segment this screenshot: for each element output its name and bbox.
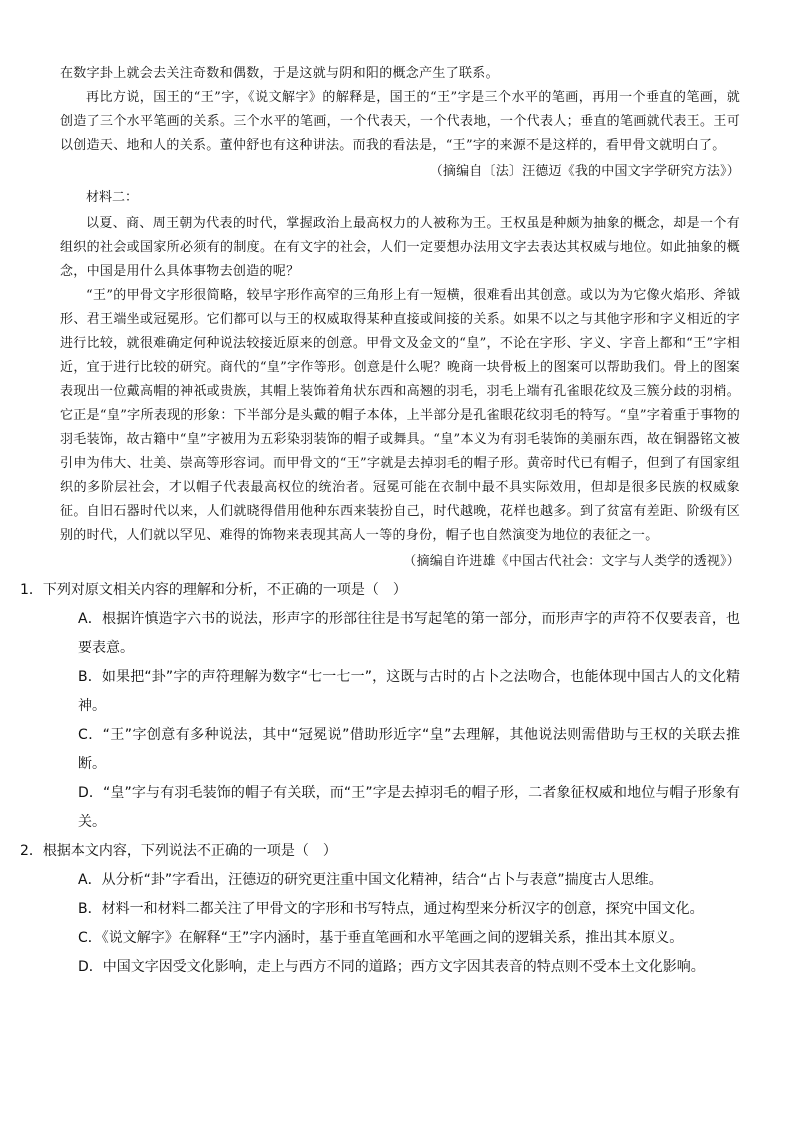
question-1-option-c[interactable]: C．“王”字创意有多种说法，其中“冠冕说”借助形近字“皇”去理解，其他说法则需借助与王权的关联去推断。 bbox=[78, 727, 740, 772]
question-2-option-d[interactable]: D．中国文字因受文化影响，走上与西方不同的道路；西方文字因其表音的特点则不受本土文化影响。 bbox=[78, 959, 705, 975]
document-page bbox=[20, 62, 740, 982]
question-2 bbox=[20, 837, 740, 982]
question-2-option-b[interactable]: B．材料一和材料二都关注了甲骨文的字形和书写特点，通过构型来分析汉字的创意，探究中国文化。 bbox=[78, 901, 704, 917]
question-1-option-d[interactable]: D．“皇”字与有羽毛装饰的帽子有关联，而“王”字是去掉羽毛的帽子形，二者象征权威和地位与帽子形象有关。 bbox=[78, 785, 740, 830]
material1-source: （摘编自〔法〕汪德迈《我的中国文字学研究方法》） bbox=[429, 164, 740, 179]
material1-line-1: 在数字卦上就会去关注奇数和偶数，于是这就与阴和阳的概念产生了联系。 bbox=[60, 66, 499, 81]
material1-paragraph-2: 再比方说，国王的“王”字，《说文解字》的解释是，国王的“王”字是三个水平的笔画，再用一个垂直的笔画，就创造了三个水平笔画的关系。三个水平的笔画，一个代表天，一个代表地，一个代表人；垂直的笔画就代表王。王可以创造天、地和人的关系。董仲舒也有这种讲法。而我的看法是，“王”字的来源不是这样的，看甲骨文就明白了。 bbox=[60, 90, 740, 153]
question-2-stem: 2．根据本文内容，下列说法不正确的一项是（ ） bbox=[20, 843, 337, 859]
material2-label: 材料二： bbox=[86, 190, 139, 205]
material2-source: （摘编自许进雄《中国古代社会：文字与人类学的透视》） bbox=[403, 554, 740, 569]
material2-paragraph-1: 以夏、商、周王朝为代表的时代，掌握政治上最高权力的人被称为王。王权虽是种颇为抽象的概念，却是一个有组织的社会或国家所必须有的制度。在有文字的社会，人们一定要想办法用文字去表达其权威与地位。如此抽象的概念，中国是用什么具体事物去创造的呢？ bbox=[60, 216, 740, 279]
material2-paragraph-2: “王”的甲骨文字形很简略，较早字形作高窄的三角形上有一短横，很难看出其创意。或以为为它像火焰形、斧钺形、君王端坐或冠冕形。它们都可以与王的权威取得某种直接或间接的关系。如果不以之与其他字形和字义相近的字进行比较，就很难确定何种说法较接近原来的创意。甲骨文及金文的“皇”，不论在字形、字义、字音上都和“王”字相近，宜于进行比较的研究。商代的“皇”字作等形。创意是什么呢？晚商一块骨板上的图案可以帮助我们。骨上的图案表现出一位戴高帽的神祇或贵族，其帽上装饰着角状东西和高翘的羽毛，羽毛上端有孔雀眼花纹及三簇分歧的羽梢。它正是“皇”字所表现的形象：下半部分是头戴的帽子本体，上半部分是孔雀眼花纹羽毛的特写。“皇”字着重于事物的羽毛装饰，故古籍中“皇”字被用为五彩染羽装饰的帽子或舞具。“皇”本义为有羽毛装饰的美丽东西，故在铜器铭文被引申为伟大、壮美、崇高等形容词。而甲骨文的“王”字就是去掉羽毛的帽子形。黄帝时代已有帽子，但到了有国家组织的多阶层社会，才以帽子代表最高权位的统治者。冠冕可能在衣制中最不具实际效用，但却是很多民族的权威象征。自旧石器时代以来，人们就晓得借用他种东西来装扮自己，时代越晚，花样也越多。到了贫富有差距、阶级有区别的时代，人们就以罕见、难得的饰物来表现其高人一等的身份，帽子也自然演变为地位的表征之一。 bbox=[60, 288, 740, 543]
question-1-option-b[interactable]: B．如果把“卦”字的声符理解为数字“七一七一”，这既与古时的占卜之法吻合，也能体现中国古人的文化精神。 bbox=[78, 669, 740, 714]
question-2-option-c[interactable]: C．《说文解字》在解释“王”字内涵时，基于垂直笔画和水平笔画之间的逻辑关系，推出其本原义。 bbox=[78, 930, 684, 946]
question-2-option-a[interactable]: A．从分析“卦”字看出，汪德迈的研究更注重中国文化精神，结合“占卜与表意”揣度古人思维。 bbox=[78, 872, 663, 888]
question-1 bbox=[20, 576, 740, 837]
question-1-option-a[interactable]: A．根据许慎造字六书的说法，形声字的形部往往是书写起笔的第一部分，而形声字的声符不仅要表音，也要表意。 bbox=[78, 611, 740, 656]
question-1-stem: 1．下列对原文相关内容的理解和分析，不正确的一项是（ ） bbox=[20, 582, 407, 598]
